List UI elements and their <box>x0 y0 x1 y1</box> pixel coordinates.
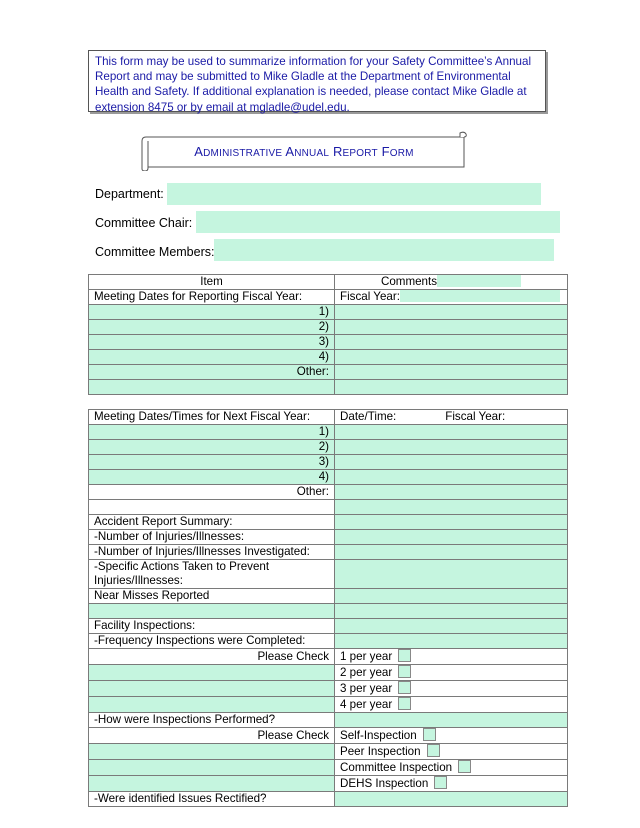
table-row <box>89 589 568 604</box>
next-4-field[interactable] <box>335 470 568 485</box>
table-row <box>89 545 568 560</box>
meeting-other-label: Other: <box>89 365 335 380</box>
members-field[interactable] <box>214 239 554 261</box>
meeting-current-label: Meeting Dates for Reporting Fiscal Year: <box>89 290 335 305</box>
table-row <box>89 760 568 776</box>
table-row <box>89 728 568 744</box>
table-row <box>89 365 568 380</box>
table-row <box>89 335 568 350</box>
chair-field[interactable] <box>196 211 560 233</box>
table-row <box>89 305 568 320</box>
blank-cell[interactable] <box>89 744 335 760</box>
blank-cell[interactable] <box>89 760 335 776</box>
table-row <box>89 665 568 681</box>
table-row <box>89 744 568 760</box>
table-row <box>89 470 568 485</box>
table-row <box>89 560 568 589</box>
blank-cell <box>89 500 335 515</box>
department-label: Department: <box>95 187 164 201</box>
next-2-field[interactable] <box>335 440 568 455</box>
table-row <box>89 350 568 365</box>
injuries-label: -Number of Injuries/Illnesses: <box>89 530 335 545</box>
how-label: -How were Inspections Performed? <box>89 713 335 728</box>
blank-cell[interactable] <box>335 604 568 619</box>
blank-cell[interactable] <box>89 697 335 713</box>
table-row <box>89 290 568 305</box>
table-row <box>89 649 568 665</box>
meeting-3-field[interactable] <box>335 335 568 350</box>
how-field[interactable] <box>335 713 568 728</box>
title-banner <box>140 131 468 171</box>
table-row <box>89 792 568 807</box>
table-row <box>89 604 568 619</box>
next-3-label: 3) <box>89 455 335 470</box>
blank-cell[interactable] <box>89 665 335 681</box>
table-row <box>89 697 568 713</box>
next-other-label: Other: <box>89 485 335 500</box>
next-2-label: 2) <box>89 440 335 455</box>
table-row <box>89 440 568 455</box>
meeting-4-label: 4) <box>89 350 335 365</box>
next-other-field[interactable] <box>335 485 568 500</box>
next-1-field[interactable] <box>335 425 568 440</box>
next-3-field[interactable] <box>335 455 568 470</box>
checkbox[interactable] <box>398 649 411 662</box>
meeting-1-label: 1) <box>89 305 335 320</box>
blank-cell[interactable] <box>89 604 335 619</box>
table-row <box>89 425 568 440</box>
table-row <box>89 485 568 500</box>
how-option-3[interactable]: Committee Inspection <box>335 760 568 776</box>
actions-field[interactable] <box>335 560 568 589</box>
how-option-1[interactable]: Self-Inspection <box>335 728 568 744</box>
meeting-2-field[interactable] <box>335 320 568 335</box>
blank-cell[interactable] <box>89 776 335 792</box>
table-row <box>89 530 568 545</box>
blank-cell[interactable] <box>335 500 568 515</box>
please-check-label: Please Check <box>89 649 335 665</box>
intro-text: This form may be used to summarize information for your Safety Committee’s Annual Report and may be submitted to Mike Gladle at the Department of Environmental Health and Safety. If additional explanation is needed, please contact Mike Gladle at extension 8475 or by email at mgladle@udel.edu. <box>95 55 532 114</box>
meeting-next-label: Meeting Dates/Times for Next Fiscal Year: <box>89 410 335 425</box>
facility-field[interactable] <box>335 619 568 634</box>
freq-option-3[interactable]: 3 per year <box>335 681 568 697</box>
frequency-field[interactable] <box>335 634 568 649</box>
table-row <box>89 515 568 530</box>
table-header-row <box>89 275 568 290</box>
item-header: Item <box>89 275 335 290</box>
meeting-4-field[interactable] <box>335 350 568 365</box>
checkbox[interactable] <box>398 665 411 678</box>
department-field[interactable] <box>167 183 541 205</box>
meeting-other-field[interactable] <box>335 365 568 380</box>
checkbox[interactable] <box>427 744 440 757</box>
near-miss-field[interactable] <box>335 589 568 604</box>
blank-cell[interactable] <box>89 681 335 697</box>
chair-label: Committee Chair: <box>95 216 193 230</box>
injuries-field[interactable] <box>335 530 568 545</box>
table-row <box>89 395 568 410</box>
table-row <box>89 455 568 470</box>
rectified-field[interactable] <box>335 792 568 807</box>
checkbox[interactable] <box>398 681 411 694</box>
next-1-label: 1) <box>89 425 335 440</box>
table-row <box>89 634 568 649</box>
report-table <box>88 274 568 807</box>
investigated-label: -Number of Injuries/Illnesses Investigated: <box>89 545 335 560</box>
freq-option-1[interactable]: 1 per year <box>335 649 568 665</box>
actions-label: -Specific Actions Taken to Prevent Injuries/Illnesses: <box>89 560 335 589</box>
meeting-1-field[interactable] <box>335 305 568 320</box>
checkbox[interactable] <box>423 728 436 741</box>
checkbox[interactable] <box>458 760 471 773</box>
form-title: ADMINISTRATIVE ANNUAL REPORT FORM <box>194 144 414 159</box>
accident-label: Accident Report Summary: <box>89 515 335 530</box>
blank-cell[interactable] <box>89 380 335 395</box>
facility-label: Facility Inspections: <box>89 619 335 634</box>
blank-cell[interactable] <box>335 380 568 395</box>
accident-field[interactable] <box>335 515 568 530</box>
checkbox[interactable] <box>398 697 411 710</box>
freq-option-2[interactable]: 2 per year <box>335 665 568 681</box>
members-label: Committee Members: <box>95 245 215 259</box>
next-4-label: 4) <box>89 470 335 485</box>
next-date-cell[interactable]: Date/Time: Fiscal Year: <box>335 410 568 425</box>
table-row <box>89 500 568 515</box>
intro-notice <box>88 50 546 112</box>
spacer-cell <box>89 395 335 410</box>
table-row <box>89 320 568 335</box>
table-row <box>89 619 568 634</box>
freq-option-4[interactable]: 4 per year <box>335 697 568 713</box>
checkbox[interactable] <box>434 776 447 789</box>
table-row <box>89 713 568 728</box>
rectified-label: -Were identified Issues Rectified? <box>89 792 335 807</box>
frequency-label: -Frequency Inspections were Completed: <box>89 634 335 649</box>
please-check-label-2: Please Check <box>89 728 335 744</box>
how-option-2[interactable]: Peer Inspection <box>335 744 568 760</box>
meeting-3-label: 3) <box>89 335 335 350</box>
comments-header: Comments <box>335 275 568 290</box>
table-row <box>89 410 568 425</box>
table-row <box>89 380 568 395</box>
meeting-2-label: 2) <box>89 320 335 335</box>
table-row <box>89 776 568 792</box>
fy-current-cell[interactable]: Fiscal Year: <box>335 290 568 305</box>
how-option-4[interactable]: DEHS Inspection <box>335 776 568 792</box>
investigated-field[interactable] <box>335 545 568 560</box>
near-miss-label: Near Misses Reported <box>89 589 335 604</box>
spacer-cell <box>335 395 568 410</box>
table-row <box>89 681 568 697</box>
